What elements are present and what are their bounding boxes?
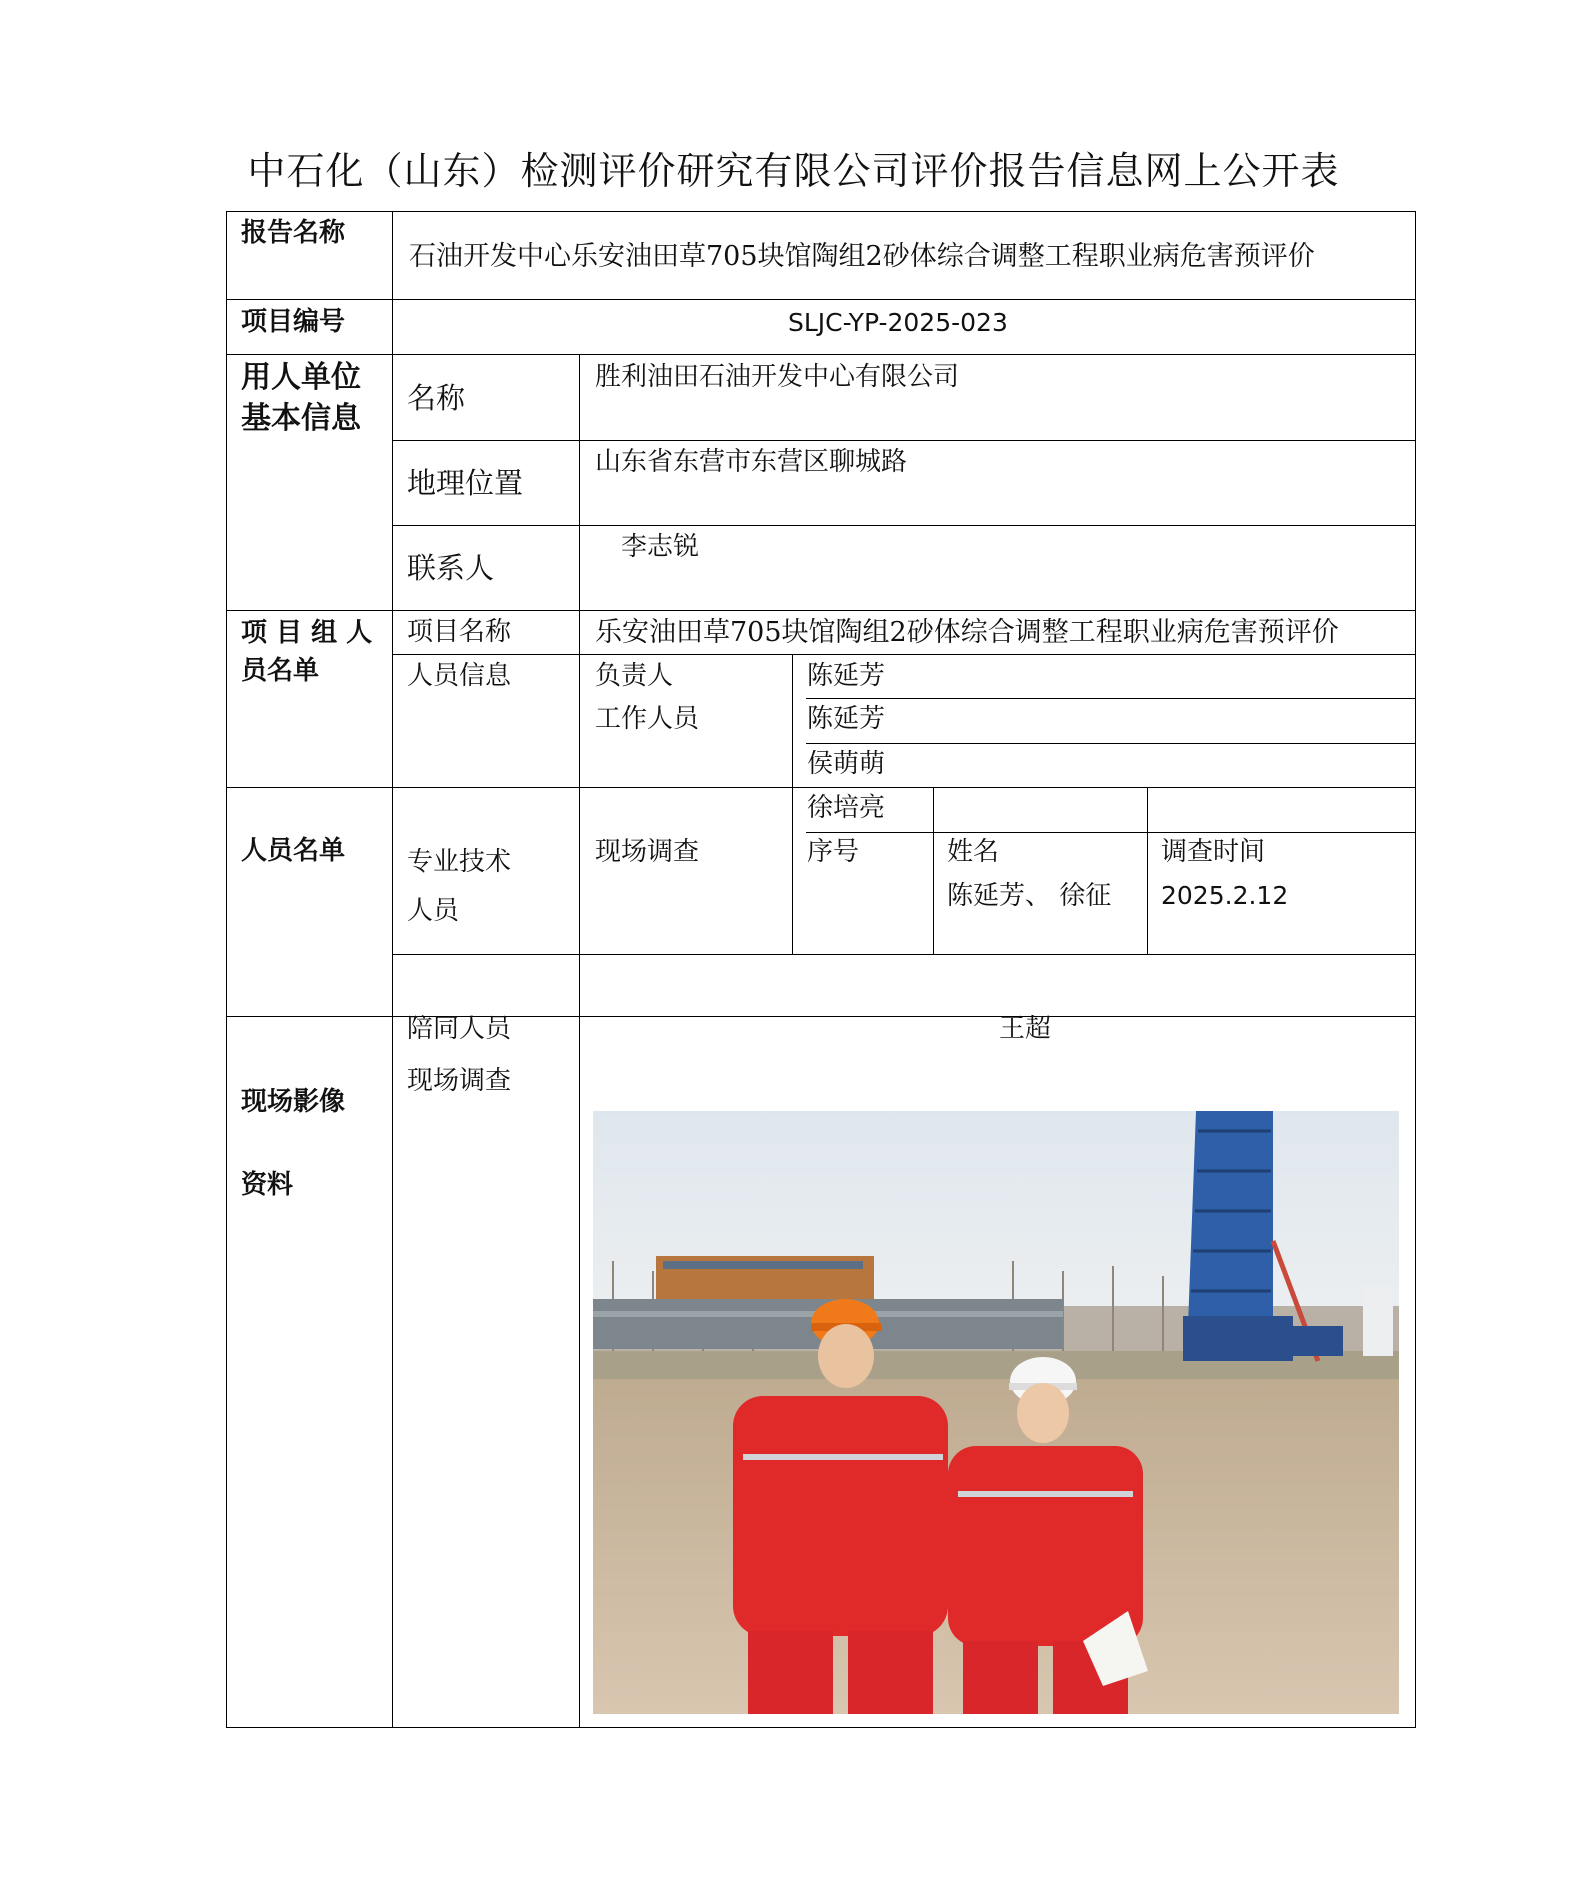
employer-name-label: 名称 bbox=[407, 381, 466, 415]
roster-survey-label: 现场调查 bbox=[595, 837, 700, 867]
team-staff-label: 工作人员 bbox=[595, 704, 700, 734]
employer-contact-value: 李志锐 bbox=[621, 532, 700, 562]
roster-escort-value: 王超 bbox=[999, 1014, 1052, 1044]
roster-col-no: 序号 bbox=[807, 837, 860, 867]
team-section-label-2: 员名单 bbox=[241, 656, 320, 686]
team-section-label-1: 项 目 组 人 bbox=[241, 618, 373, 648]
team-staff-member: 陈延芳 bbox=[807, 704, 886, 734]
roster-tech-label-1: 专业技术 bbox=[407, 847, 512, 877]
employer-section-label-2: 基本信息 bbox=[241, 401, 361, 436]
employer-name-value: 胜利油田石油开发中心有限公司 bbox=[595, 362, 960, 392]
images-section-label-2: 资料 bbox=[241, 1170, 294, 1200]
roster-tech-label-2: 人员 bbox=[407, 896, 460, 926]
roster-row-time: 2025.2.12 bbox=[1161, 881, 1289, 910]
team-leader-label: 负责人 bbox=[595, 661, 674, 691]
images-survey-label: 现场调查 bbox=[407, 1066, 512, 1096]
project-number-value: SLJC-YP-2025-023 bbox=[788, 308, 1008, 337]
employer-location-value: 山东省东营市东营区聊城路 bbox=[595, 447, 908, 477]
employer-contact-label: 联系人 bbox=[407, 551, 495, 585]
team-project-name-label: 项目名称 bbox=[407, 617, 512, 647]
roster-section-label: 人员名单 bbox=[241, 836, 346, 866]
team-project-name-value: 乐安油田草705块馆陶组2砂体综合调整工程职业病危害预评价 bbox=[595, 617, 1339, 648]
team-staff-member: 徐培亮 bbox=[807, 793, 886, 823]
team-staff-member: 侯萌萌 bbox=[807, 749, 886, 779]
roster-escort-label: 陪同人员 bbox=[407, 1014, 512, 1044]
roster-col-name: 姓名 bbox=[947, 837, 1000, 867]
page-title: 中石化（山东）检测评价研究有限公司评价报告信息网上公开表 bbox=[247, 149, 1340, 193]
team-personnel-label: 人员信息 bbox=[407, 661, 512, 691]
project-number-label: 项目编号 bbox=[241, 307, 346, 337]
roster-col-time: 调查时间 bbox=[1161, 837, 1266, 867]
report-name-label: 报告名称 bbox=[241, 218, 346, 248]
images-section-label-1: 现场影像 bbox=[241, 1087, 346, 1117]
roster-row-name: 陈延芳、 徐征 bbox=[947, 881, 1112, 911]
site-survey-photo bbox=[593, 1111, 1399, 1714]
employer-location-label: 地理位置 bbox=[407, 466, 524, 500]
report-name-value: 石油开发中心乐安油田草705块馆陶组2砂体综合调整工程职业病危害预评价 bbox=[409, 241, 1315, 272]
employer-section-label-1: 用人单位 bbox=[241, 360, 361, 395]
team-leader-value: 陈延芳 bbox=[807, 661, 886, 691]
